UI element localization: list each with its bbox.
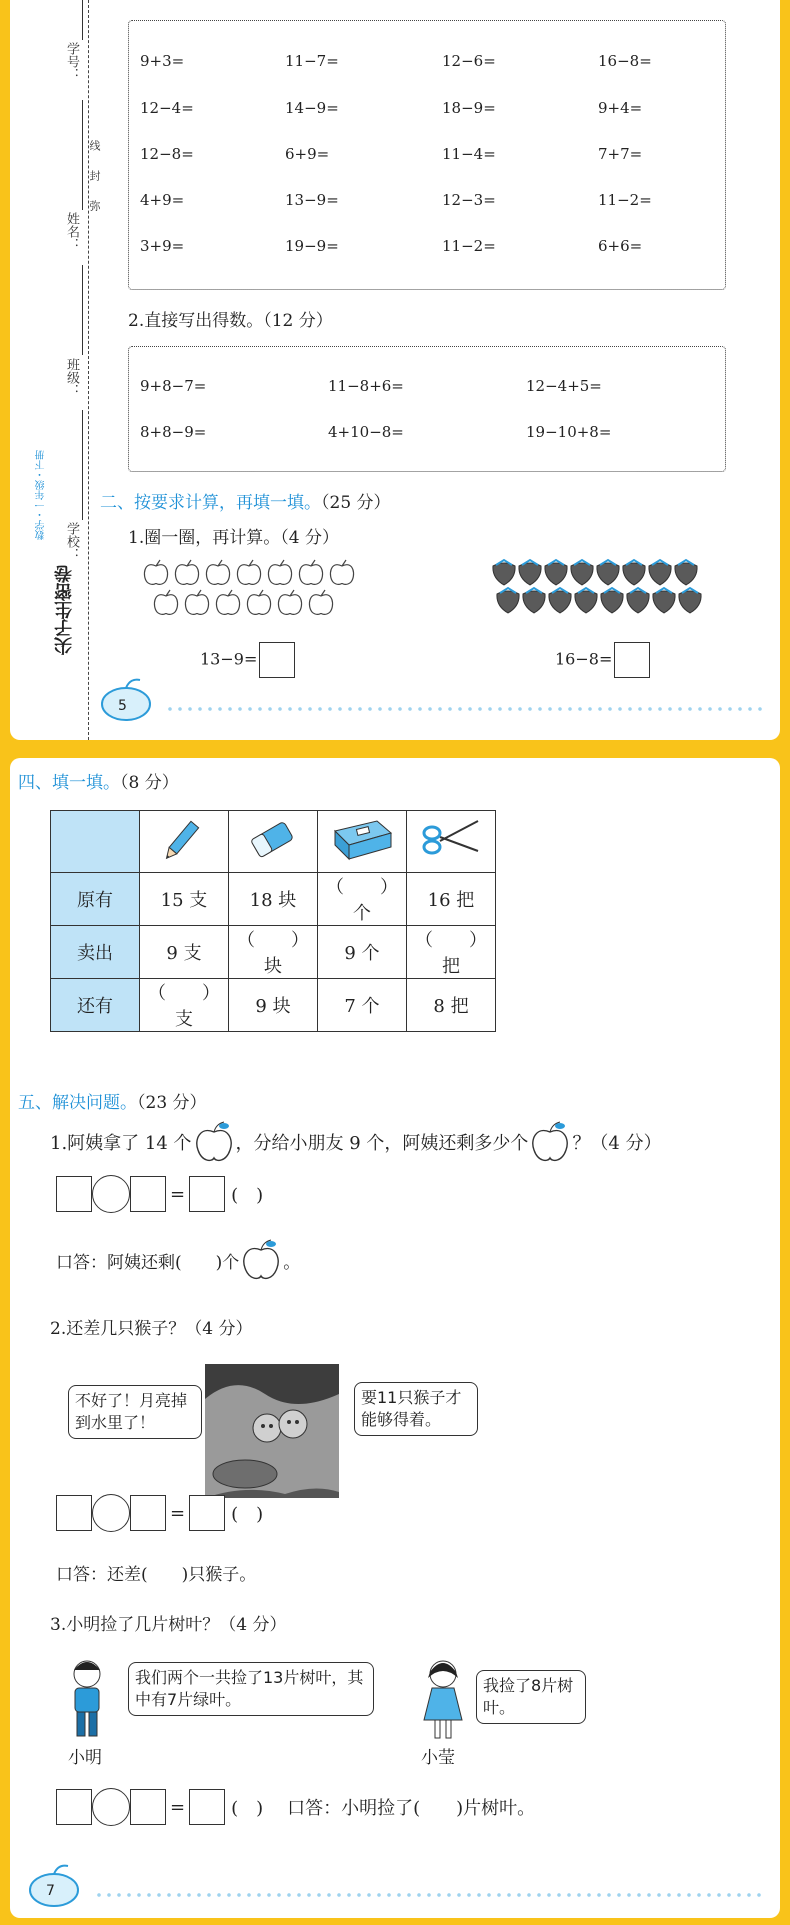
operator-circle[interactable]: [92, 1788, 130, 1826]
table-cell: 9 块: [229, 979, 318, 1032]
eraser-icon: [243, 811, 303, 867]
result-box[interactable]: [189, 1789, 225, 1825]
apple-icon: [239, 1238, 283, 1282]
table-cell: 9 支: [140, 926, 229, 979]
unit-blank[interactable]: ( ): [231, 1185, 264, 1206]
oral-eq: 6+6=: [598, 237, 643, 255]
row-label-remaining: 还有: [51, 979, 140, 1032]
seal-line: [88, 0, 89, 740]
strawberry-icon: [653, 591, 675, 613]
table-blank-cell[interactable]: （ ）支: [140, 979, 229, 1032]
mixed-eq: 8+8−9=: [140, 423, 207, 441]
mixed-eq: 11−8+6=: [328, 377, 404, 395]
oral-eq: 14−9=: [285, 99, 339, 117]
problem3-title: 3.小明捡了几片树叶？（4 分）: [50, 1615, 287, 1635]
id-label: 学号：: [64, 42, 79, 81]
oral-eq: 12−6=: [442, 52, 496, 70]
oral-eq: 4+9=: [140, 191, 185, 209]
table-blank-cell[interactable]: （ ）个: [318, 873, 407, 926]
pencil-box-cell: [318, 811, 407, 873]
section5-title: 五、解决问题。（23 分）: [18, 1093, 207, 1113]
apple-icon: [206, 560, 229, 584]
apple-icon: [192, 1120, 236, 1164]
scissors-icon: [418, 811, 484, 867]
problem2-title: 2.还差几只猴子？（4 分）: [50, 1319, 253, 1339]
speech-bubble-xiaoying: 我捡了8片树叶。: [476, 1670, 586, 1724]
mixed-eq: 19−10+8=: [526, 423, 612, 441]
strawberries-group: [490, 558, 710, 624]
strawberry-icon: [601, 591, 623, 613]
operand-box[interactable]: [130, 1789, 166, 1825]
table-cell: 7 个: [318, 979, 407, 1032]
mixed-calc-box: [128, 346, 726, 472]
problem1-text: 1.阿姨拿了 14 个 ，分给小朋友 9 个，阿姨还剩多少个 ？（4 分）: [50, 1120, 662, 1164]
apple-icon: [528, 1120, 572, 1164]
result-box[interactable]: [189, 1176, 225, 1212]
table-blank-cell[interactable]: （ ）把: [407, 926, 496, 979]
oral-eq: 19−9=: [285, 237, 339, 255]
apple-icon: [299, 560, 322, 584]
worksheet-page-7: [10, 758, 780, 1918]
table-cell: 15 支: [140, 873, 229, 926]
problem3-answer: 口答：小明捡了( )片树叶。: [287, 1798, 536, 1819]
corner-cell: [51, 811, 140, 873]
speech-bubble-left: 不好了！月亮掉到水里了！: [68, 1385, 202, 1439]
operand-box[interactable]: [56, 1176, 92, 1212]
seal-mark-line: 线: [88, 140, 101, 151]
apple-icon: [175, 560, 198, 584]
school-label: 学校：: [64, 522, 79, 561]
mixed-eq: 4+10−8=: [328, 423, 404, 441]
oral-eq: 16−8=: [598, 52, 652, 70]
footer-dots: [94, 1892, 766, 1898]
apples-group: [140, 558, 370, 624]
pencil-cell: [140, 811, 229, 873]
boy-xiaoming-illustration: [62, 1658, 112, 1742]
answer-box[interactable]: [259, 642, 295, 678]
circle-eq-right: 16−8=: [555, 642, 650, 678]
result-box[interactable]: [189, 1495, 225, 1531]
name-xiaoying: 小莹: [421, 1748, 455, 1768]
apple-icon: [330, 560, 353, 584]
apple-icon: [247, 590, 270, 614]
problem3-formula: [56, 1788, 535, 1826]
oral-eq: 6+9=: [285, 145, 330, 163]
apple-icon: [154, 590, 177, 614]
oral-eq: 11−2=: [442, 237, 496, 255]
id-write-line: [82, 0, 83, 40]
apple-icon: [144, 560, 167, 584]
oral-eq: 9+4=: [598, 99, 643, 117]
footer-dots: [165, 706, 765, 712]
strawberry-icon: [545, 563, 567, 585]
equals-sign: =: [170, 1502, 186, 1524]
strawberry-icon: [597, 563, 619, 585]
q2-title: 2.直接写出得数。（12 分）: [128, 311, 333, 331]
speech-bubble-xiaoming: 我们两个一共捡了13片树叶，其中有7片绿叶。: [128, 1662, 374, 1716]
table-cell: 8 把: [407, 979, 496, 1032]
answer-box[interactable]: [614, 642, 650, 678]
oral-eq: 13−9=: [285, 191, 339, 209]
brand-title: 尖子生密卷: [54, 565, 75, 655]
strawberry-icon: [571, 563, 593, 585]
oral-eq: 7+7=: [598, 145, 643, 163]
oral-eq: 12−3=: [442, 191, 496, 209]
oral-eq: 18−9=: [442, 99, 496, 117]
oral-eq: 3+9=: [140, 237, 185, 255]
strawberry-icon: [649, 563, 671, 585]
eraser-cell: [229, 811, 318, 873]
strawberry-icon: [519, 563, 541, 585]
problem2-answer: 口答：还差( )只猴子。: [56, 1565, 257, 1585]
girl-xiaoying-illustration: [418, 1658, 468, 1742]
apple-icon: [278, 590, 301, 614]
pencil-box-icon: [327, 811, 397, 867]
table-cell: 9 个: [318, 926, 407, 979]
seal-mark-seal: 封: [88, 170, 101, 181]
strawberry-icon: [523, 591, 545, 613]
mixed-eq: 9+8−7=: [140, 377, 207, 395]
class-label: 班级：: [64, 358, 79, 397]
sales-table: [50, 810, 496, 1032]
operator-circle[interactable]: [92, 1494, 130, 1532]
page-number: 7: [46, 1883, 55, 1899]
problem1-formula: [56, 1175, 263, 1213]
operand-box[interactable]: [56, 1495, 92, 1531]
worksheet-page-5: [10, 0, 780, 740]
oral-eq: 11−4=: [442, 145, 496, 163]
row-label-sold: 卖出: [51, 926, 140, 979]
speech-bubble-right: 要11只猴子才能够得着。: [354, 1382, 478, 1436]
strawberry-icon: [679, 591, 701, 613]
mixed-eq: 12−4+5=: [526, 377, 602, 395]
strawberry-icon: [623, 563, 645, 585]
oral-eq: 12−8=: [140, 145, 194, 163]
school-write-line: [82, 410, 83, 520]
row-label-original: 原有: [51, 873, 140, 926]
strawberry-icon: [549, 591, 571, 613]
operand-box[interactable]: [130, 1176, 166, 1212]
section2-title: 二、按要求计算，再填一填。（25 分）: [100, 493, 391, 513]
equals-sign: =: [170, 1796, 186, 1818]
table-cell: 16 把: [407, 873, 496, 926]
monkeys-well-illustration: [205, 1364, 339, 1498]
operator-circle[interactable]: [92, 1175, 130, 1213]
strawberry-icon: [493, 563, 515, 585]
oral-eq: 11−2=: [598, 191, 652, 209]
strawberry-icon: [575, 591, 597, 613]
operand-box[interactable]: [56, 1789, 92, 1825]
strawberry-icon: [675, 563, 697, 585]
name-xiaoming: 小明: [68, 1748, 102, 1768]
pencil-icon: [154, 811, 214, 867]
strawberry-icon: [627, 591, 649, 613]
name-write-line: [82, 100, 83, 210]
class-write-line: [82, 265, 83, 355]
operand-box[interactable]: [130, 1495, 166, 1531]
unit-blank[interactable]: ( ): [231, 1504, 264, 1525]
circle-eq-left: 13−9=: [200, 642, 295, 678]
seal-mark-close: 弥: [88, 200, 101, 211]
circle-title: 1.圈一圈，再计算。（4 分）: [128, 528, 339, 548]
table-cell: 18 块: [229, 873, 318, 926]
problem2-formula: [56, 1494, 263, 1532]
scissors-cell: [407, 811, 496, 873]
problem1-answer: 口答：阿姨还剩( )个 。: [56, 1238, 300, 1282]
apple-icon: [216, 590, 239, 614]
apple-icon: [268, 560, 291, 584]
unit-blank[interactable]: ( ): [231, 1798, 264, 1819]
equals-sign: =: [170, 1183, 186, 1205]
oral-eq: 12−4=: [140, 99, 194, 117]
oral-eq: 11−7=: [285, 52, 339, 70]
apple-icon: [309, 590, 332, 614]
book-subtitle: 数学・一年级・下册: [36, 450, 47, 540]
page-number: 5: [118, 698, 127, 714]
table-blank-cell[interactable]: （ ）块: [229, 926, 318, 979]
apple-icon: [237, 560, 260, 584]
name-label: 姓名：: [64, 212, 79, 251]
strawberry-icon: [497, 591, 519, 613]
apple-icon: [185, 590, 208, 614]
oral-eq: 9+3=: [140, 52, 185, 70]
section4-title: 四、填一填。（8 分）: [18, 773, 179, 793]
